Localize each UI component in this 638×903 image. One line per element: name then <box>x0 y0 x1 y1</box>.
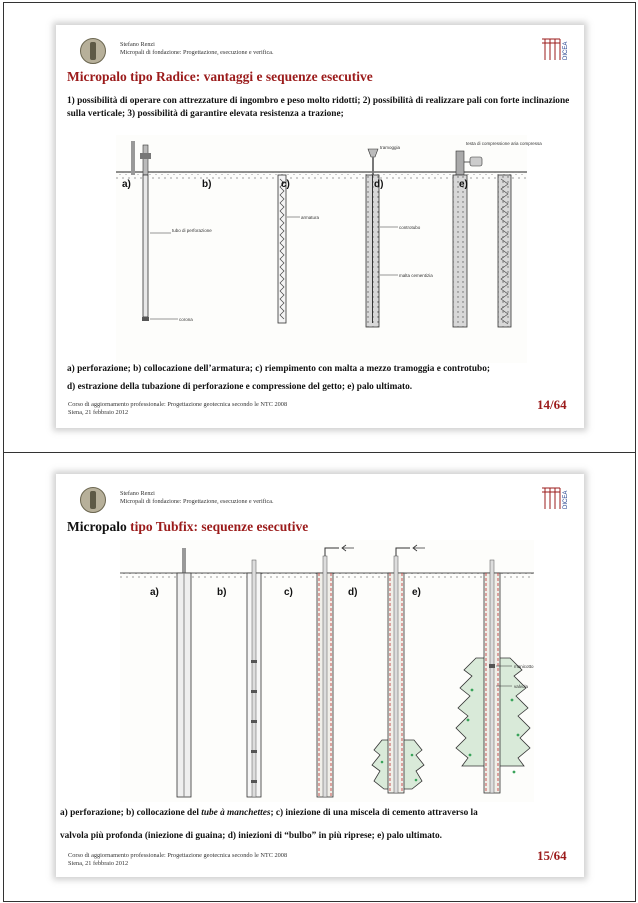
slide-footer <box>68 852 287 868</box>
label-testa: testa di compressione aria compressa <box>466 141 542 146</box>
step-label-b: b) <box>217 587 227 598</box>
footer-course: Corso di aggiornamento professionale: Progettazione geotecnica secondo le NTC 2008 <box>68 852 288 859</box>
label-controtubo: controtubo <box>399 225 421 230</box>
radice-sequence-figure <box>116 135 542 363</box>
dicea-logo <box>540 36 572 64</box>
course-topic: Micropali di fondazione: Progettazione, esecuzione e verifica. <box>120 49 274 56</box>
step-label-a: a) <box>150 587 159 598</box>
step-label-e: e) <box>459 179 468 190</box>
slide-14 <box>56 25 584 428</box>
step-label-b: b) <box>202 179 212 190</box>
footer-date: Siena, 21 febbraio 2012 <box>68 860 129 867</box>
label-corona: corona <box>179 317 193 322</box>
dicea-logo <box>540 485 572 513</box>
step-e-drawing <box>498 175 511 327</box>
step-b-drawing <box>278 175 320 323</box>
slide-footer <box>68 401 287 417</box>
caption-line-2: d) estrazione della tubazione di perforazione e compressione del getto; e) palo ultimato. <box>67 382 413 392</box>
step-label-d: d) <box>374 179 384 190</box>
step-c-drawing <box>317 545 354 797</box>
label-tubo: tubo di perforazione <box>172 228 212 233</box>
advantages-text: 1) possibilità di operare con attrezzature di ingombro e peso molto ridotti; 2) possibilità di realizzare pali con forte inclinazione sulla verticale; 3) possibilità di garantire elevata resistenza a trazione; <box>67 96 570 119</box>
svg-text:DICEA: DICEA <box>563 41 569 60</box>
label-malta: malta cementizia <box>399 273 433 278</box>
step-label-c: c) <box>281 179 290 190</box>
step-b-drawing <box>247 560 261 797</box>
author-name: Stefano Renzi <box>120 490 155 497</box>
step-a-drawing <box>177 548 191 797</box>
step-label-d: d) <box>348 587 358 598</box>
step-label-e: e) <box>412 587 421 598</box>
course-topic: Micropali di fondazione: Progettazione, esecuzione e verifica. <box>120 498 274 505</box>
tubfix-sequence-figure <box>120 540 534 802</box>
label-armatura: armatura <box>301 215 320 220</box>
caption-line-1: a) perforazione; b) collocazione del tube à manchettes; c) iniezione di una miscela di cemento attraverso la <box>60 808 478 818</box>
step-e-drawing <box>456 560 534 793</box>
university-logo <box>80 38 106 64</box>
slide-title: Micropalo tipo Tubfix: sequenze esecutive <box>67 519 309 534</box>
header-author <box>120 41 274 57</box>
page-number: 14/64 <box>537 397 567 412</box>
step-label-c: c) <box>284 587 293 598</box>
step-a-drawing <box>131 141 212 322</box>
header-author <box>120 490 274 506</box>
footer-course: Corso di aggiornamento professionale: Progettazione geotecnica secondo le NTC 2008 <box>68 401 288 408</box>
label-tramoggia: tramoggia <box>380 145 401 150</box>
label-manicotto: manicotto <box>514 664 534 669</box>
slide-title: Micropalo tipo Radice: vantaggi e sequenze esecutive <box>67 69 373 84</box>
author-name: Stefano Renzi <box>120 41 155 48</box>
svg-text:DICEA: DICEA <box>563 490 569 509</box>
label-valvola: valvola <box>514 684 529 689</box>
radice-drawing <box>116 135 542 363</box>
tubfix-drawing <box>120 540 534 802</box>
page-number: 15/64 <box>537 848 567 863</box>
slide-15 <box>56 474 584 877</box>
footer-date: Siena, 21 febbraio 2012 <box>68 409 129 416</box>
caption-line-1: a) perforazione; b) collocazione dell’armatura; c) riempimento con malta a mezzo tramoggia e controtubo; <box>67 364 490 374</box>
university-logo <box>80 487 106 513</box>
step-d-drawing <box>372 545 425 793</box>
step-label-a: a) <box>122 179 131 190</box>
caption-line-2: valvola più profonda (iniezione di guaina; d) iniezioni di “bulbo” in più riprese; e) palo ultimato. <box>60 831 442 841</box>
